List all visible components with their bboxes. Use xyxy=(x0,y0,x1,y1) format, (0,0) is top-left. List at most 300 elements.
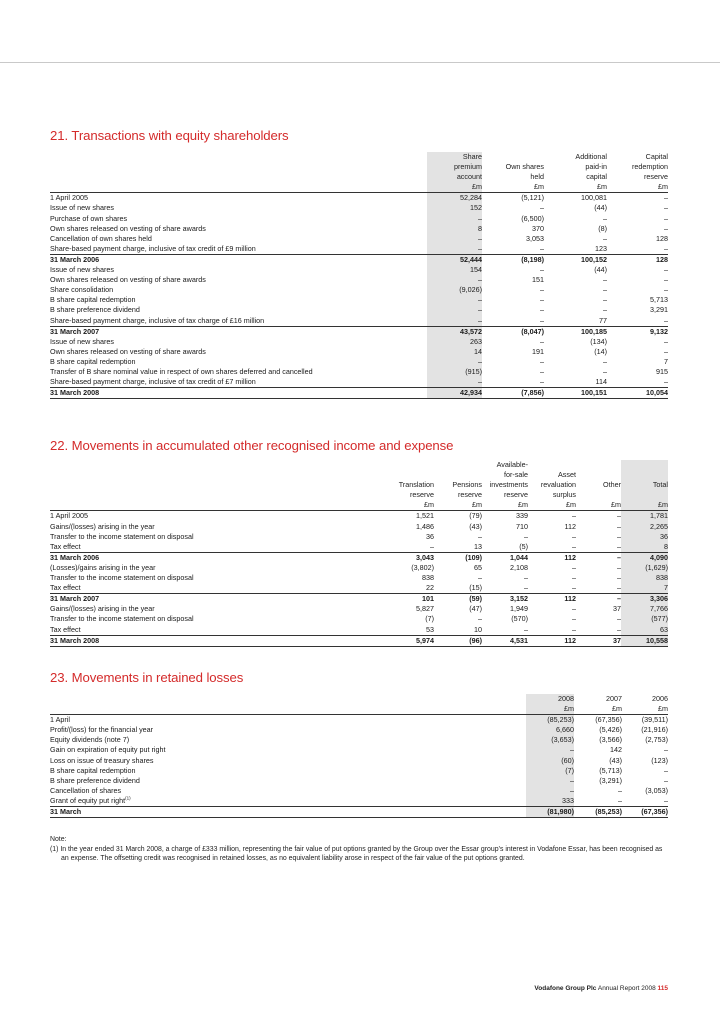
cell-value: 8 xyxy=(427,224,482,234)
cell-value: (85,253) xyxy=(574,807,622,818)
row-label: Gains/(losses) arising in the year xyxy=(50,521,155,531)
table-row xyxy=(50,511,668,522)
row-label: B share capital redemption xyxy=(50,295,136,305)
row-label: 1 April 2005 xyxy=(50,511,88,521)
cell-value: – xyxy=(603,295,607,305)
column-header-line: reserve xyxy=(410,490,434,500)
cell-value: (3,653) xyxy=(526,735,574,745)
cell-value: (15) xyxy=(469,583,482,593)
cell-value: 191 xyxy=(532,346,544,356)
row-label: Share-based payment charge, inclusive of tax credit of £9 million xyxy=(50,243,256,253)
cell-value: – xyxy=(427,305,482,315)
footnote-marker: (1) xyxy=(125,795,131,801)
cell-value: (43) xyxy=(609,755,622,765)
cell-value: 112 xyxy=(528,594,576,605)
table-row xyxy=(50,254,668,265)
cell-value: – xyxy=(572,604,576,614)
table-row xyxy=(50,234,668,244)
column-header-line xyxy=(576,460,621,470)
cell-value: (915) xyxy=(427,367,482,377)
row-label: (Losses)/gains arising in the year xyxy=(50,562,156,572)
section-21 xyxy=(50,128,668,399)
table-row xyxy=(50,756,668,766)
row-label: Tax effect xyxy=(50,624,81,634)
cell-value: – xyxy=(540,366,544,376)
cell-value: 10 xyxy=(474,624,482,634)
cell-value: 100,185 xyxy=(544,326,607,337)
cell-value: – xyxy=(664,377,668,387)
cell-value: 14 xyxy=(427,347,482,357)
cell-value: 100,152 xyxy=(544,254,607,265)
cell-value: – xyxy=(664,745,668,755)
cell-value: (6,500) xyxy=(521,213,544,223)
cell-value: (134) xyxy=(590,336,607,346)
header-spacer xyxy=(50,460,370,470)
row-label: Transfer of B share nominal value in respect of own shares deferred and cancelled xyxy=(50,366,313,376)
cell-value: – xyxy=(664,346,668,356)
footnote xyxy=(50,835,670,864)
cell-value: 6,660 xyxy=(526,725,574,735)
cell-value: 22 xyxy=(426,583,434,593)
row-label: Own shares released on vesting of share awards xyxy=(50,275,206,285)
row-label: 1 April 2005 xyxy=(50,193,88,203)
cell-value: 52,444 xyxy=(427,254,482,265)
row-label: Cancellation of shares xyxy=(50,785,122,795)
cell-value: 263 xyxy=(427,337,482,347)
retained-losses-table xyxy=(50,694,668,818)
column-header-line: capital xyxy=(586,172,607,182)
cell-value: – xyxy=(617,583,621,593)
table-row xyxy=(50,796,668,807)
row-label: 31 March 2007 xyxy=(50,326,427,337)
cell-value: – xyxy=(664,275,668,285)
cell-value: – xyxy=(478,531,482,541)
table-row xyxy=(50,347,668,357)
cell-value: (1,629) xyxy=(621,563,668,573)
cell-value: – xyxy=(603,233,607,243)
cell-value: 101 xyxy=(370,594,434,605)
row-label: 31 March xyxy=(50,807,526,818)
row-label: Equity dividends (note 7) xyxy=(50,735,130,745)
row-label: B share capital redemption xyxy=(50,356,136,366)
cell-value: 3,291 xyxy=(650,305,668,315)
column-header-line: 2006 xyxy=(652,694,668,703)
header-spacer xyxy=(50,490,370,500)
row-label: B share capital redemption xyxy=(50,765,136,775)
column-header-line: premium xyxy=(427,162,482,172)
table-row xyxy=(50,285,668,295)
section-23-title: 23. Movements in retained losses xyxy=(50,670,244,685)
cell-value: 154 xyxy=(427,265,482,275)
cell-value: 37 xyxy=(576,635,621,646)
column-header-line: £m xyxy=(574,704,622,715)
table-row xyxy=(50,735,668,745)
cell-value: (47) xyxy=(469,604,482,614)
cell-value: (59) xyxy=(434,594,482,605)
cell-value: (3,566) xyxy=(599,735,622,745)
cell-value: – xyxy=(664,223,668,233)
cell-value: (5,713) xyxy=(599,765,622,775)
cell-value: – xyxy=(478,573,482,583)
cell-value: 42,934 xyxy=(427,388,482,399)
cell-value: (9,026) xyxy=(427,285,482,295)
row-label: Grant of equity put right$^{(1)}$ xyxy=(50,795,131,805)
header-spacer xyxy=(50,704,526,715)
cell-value: – xyxy=(617,573,621,583)
note-text: (1) In the year ended 31 March 2008, a charge of £333 million, representing the fair value of put options granted by the Group over the Essar group’s interest in Vodafone Essar, has been recognised as an expense. The offsetting credit was recognised in retained losses, as no equivalent liability arose in respect of the fair value of the put options granted. xyxy=(50,845,663,863)
cell-value: 112 xyxy=(564,521,576,531)
page-footer xyxy=(534,985,668,992)
column-header-line: redemption xyxy=(632,162,668,172)
cell-value: – xyxy=(572,562,576,572)
cell-value: – xyxy=(572,511,576,521)
row-label: Own shares released on vesting of share awards xyxy=(50,223,206,233)
header-spacer xyxy=(50,500,370,511)
row-label: Issue of new shares xyxy=(50,265,114,275)
header-spacer xyxy=(50,470,370,480)
cell-value: (109) xyxy=(434,552,482,563)
cell-value: – xyxy=(540,305,544,315)
cell-value: (577) xyxy=(621,614,668,624)
row-label: Cancellation of own shares held xyxy=(50,233,152,243)
row-label: Tax effect xyxy=(50,541,81,551)
cell-value: 5,974 xyxy=(370,635,434,646)
cell-value: 52,284 xyxy=(427,193,482,204)
row-label: Loss on issue of treasury shares xyxy=(50,755,154,765)
cell-value: – xyxy=(664,775,668,785)
row-label: Own shares released on vesting of share awards xyxy=(50,346,206,356)
column-header-line: £m xyxy=(427,182,482,193)
column-header-line xyxy=(621,490,668,500)
row-label: Share consolidation xyxy=(50,285,114,295)
row-label: Transfer to the income statement on disposal xyxy=(50,573,194,583)
cell-value: – xyxy=(617,531,621,541)
cell-value: 838 xyxy=(621,573,668,583)
cell-value: 63 xyxy=(621,625,668,636)
column-header-line: £m xyxy=(621,500,668,511)
cell-value: – xyxy=(540,295,544,305)
cell-value: – xyxy=(540,203,544,213)
cell-value: 123 xyxy=(595,243,607,253)
column-header-line: Additional xyxy=(575,152,607,161)
cell-value: 333 xyxy=(526,796,574,807)
cell-value: – xyxy=(524,624,528,634)
table-row xyxy=(50,522,668,532)
column-header-line: held xyxy=(530,172,544,182)
row-label: Issue of new shares xyxy=(50,336,114,346)
column-header-line: reserve xyxy=(504,490,528,500)
table-row xyxy=(50,203,668,213)
cell-value: – xyxy=(572,624,576,634)
cell-value: – xyxy=(664,193,668,203)
column-header-line: Pensions xyxy=(452,480,482,490)
column-header-line: Total xyxy=(621,480,668,490)
cell-value: – xyxy=(664,243,668,253)
column-header-line: 2007 xyxy=(606,694,622,703)
cell-value: (3,802) xyxy=(411,562,434,572)
cell-value: – xyxy=(478,614,482,624)
column-header-line: paid-in xyxy=(585,162,607,172)
cell-value: (43) xyxy=(469,521,482,531)
table-row xyxy=(50,786,668,796)
cell-value: (8,198) xyxy=(482,254,544,265)
cell-value: 151 xyxy=(532,275,544,285)
cell-value: 838 xyxy=(422,573,434,583)
cell-value: – xyxy=(664,213,668,223)
table-row xyxy=(50,295,668,305)
cell-value: – xyxy=(540,336,544,346)
column-header-line: reserve xyxy=(644,172,668,182)
cell-value: 10,558 xyxy=(621,635,668,646)
cell-value: – xyxy=(617,614,621,624)
cell-value: (7) xyxy=(526,766,574,776)
cell-value: – xyxy=(603,213,607,223)
column-header-line xyxy=(482,152,544,162)
table-row xyxy=(50,563,668,573)
cell-value: – xyxy=(540,265,544,275)
table-row xyxy=(50,357,668,367)
cell-value: – xyxy=(427,295,482,305)
section-22-title: 22. Movements in accumulated other recognised income and expense xyxy=(50,438,454,453)
section-22 xyxy=(50,438,668,647)
cell-value: – xyxy=(572,531,576,541)
table-row xyxy=(50,214,668,224)
cell-value: – xyxy=(572,541,576,551)
column-header-line: revaluation xyxy=(540,480,576,490)
cell-value: 370 xyxy=(532,223,544,233)
table-row xyxy=(50,614,668,624)
cell-value: 128 xyxy=(607,254,668,265)
cell-value: – xyxy=(618,795,622,805)
cell-value: (3,053) xyxy=(645,785,668,795)
cell-value: 77 xyxy=(599,315,607,325)
column-header-line: Capital xyxy=(645,152,668,161)
cell-value: 2,265 xyxy=(621,522,668,532)
table-row xyxy=(50,244,668,255)
cell-value: (5) xyxy=(519,541,528,551)
cell-value: 36 xyxy=(621,532,668,542)
cell-value: 710 xyxy=(516,521,528,531)
column-header-line: £m xyxy=(434,500,482,511)
cell-value: 1,949 xyxy=(510,604,528,614)
cell-value: 13 xyxy=(474,541,482,551)
cell-value: – xyxy=(576,552,621,563)
cell-value: 100,151 xyxy=(544,388,607,399)
cell-value: (7) xyxy=(425,614,434,624)
row-label: Share-based payment charge, inclusive of tax credit of £7 million xyxy=(50,377,256,387)
cell-value: 4,090 xyxy=(621,552,668,563)
table-row xyxy=(50,377,668,388)
row-label: Transfer to the income statement on disposal xyxy=(50,614,194,624)
note-heading: Note: xyxy=(50,836,67,843)
row-label: Gains/(losses) arising in the year xyxy=(50,604,155,614)
column-header-line: £m xyxy=(607,182,668,193)
table-row xyxy=(50,604,668,614)
table-row xyxy=(50,224,668,234)
cell-value: 100,081 xyxy=(581,193,607,203)
row-label: Transfer to the income statement on disposal xyxy=(50,531,194,541)
table-row xyxy=(50,337,668,347)
header-spacer xyxy=(50,162,427,172)
cell-value: 53 xyxy=(426,624,434,634)
column-header-line xyxy=(370,470,434,480)
cell-value: – xyxy=(618,785,622,795)
cell-value: 9,132 xyxy=(607,326,668,337)
column-header-line xyxy=(621,460,668,470)
header-spacer xyxy=(50,152,427,162)
accumulated-oci-table xyxy=(50,460,668,647)
cell-value: (123) xyxy=(651,755,668,765)
equity-transactions-table xyxy=(50,152,668,399)
cell-value: – xyxy=(603,305,607,315)
cell-value: – xyxy=(664,315,668,325)
column-header-line: £m xyxy=(544,182,607,193)
cell-value: 339 xyxy=(516,511,528,521)
column-header-line: surplus xyxy=(552,490,576,500)
cell-value: 112 xyxy=(528,635,576,646)
cell-value: (81,980) xyxy=(526,807,574,818)
cell-value: – xyxy=(617,562,621,572)
cell-value: 36 xyxy=(426,531,434,541)
section-21-title: 21. Transactions with equity shareholders xyxy=(50,128,289,143)
column-header-line: £m xyxy=(370,500,434,511)
table-row xyxy=(50,532,668,542)
table-row xyxy=(50,316,668,327)
table-row xyxy=(50,265,668,275)
cell-value: (7,856) xyxy=(482,388,544,399)
table-row xyxy=(50,725,668,735)
cell-value: – xyxy=(664,765,668,775)
cell-value: 1,486 xyxy=(416,521,434,531)
row-label: 31 March 2006 xyxy=(50,254,427,265)
cell-value: 5,827 xyxy=(416,604,434,614)
cell-value: 43,572 xyxy=(427,326,482,337)
top-rule xyxy=(0,62,720,63)
row-label: 31 March 2008 xyxy=(50,388,427,399)
table-row xyxy=(50,326,668,337)
table-row xyxy=(50,807,668,818)
row-label: 31 March 2006 xyxy=(50,552,370,563)
cell-value: 65 xyxy=(474,562,482,572)
cell-value: (44) xyxy=(594,265,607,275)
cell-value: – xyxy=(664,265,668,275)
table-row xyxy=(50,275,668,285)
cell-value: 112 xyxy=(528,552,576,563)
cell-value: – xyxy=(427,244,482,255)
column-header-line: Other xyxy=(603,480,621,490)
cell-value: – xyxy=(572,614,576,624)
cell-value: – xyxy=(572,583,576,593)
table-row xyxy=(50,635,668,646)
column-header-line xyxy=(434,470,482,480)
column-header-line: account xyxy=(427,172,482,182)
cell-value: (5,426) xyxy=(599,725,622,735)
cell-value: – xyxy=(427,234,482,244)
column-header-line: £m xyxy=(528,500,576,511)
header-spacer xyxy=(50,480,370,490)
cell-value: (67,356) xyxy=(595,715,622,725)
row-label: 31 March 2008 xyxy=(50,635,370,646)
cell-value: – xyxy=(524,583,528,593)
column-header-line: £m xyxy=(482,500,528,511)
cell-value: 4,531 xyxy=(482,635,528,646)
column-header-line: investments xyxy=(489,480,528,490)
cell-value: – xyxy=(540,356,544,366)
row-label: B share preference dividend xyxy=(50,775,140,785)
table-row xyxy=(50,594,668,605)
column-header-line: Own shares xyxy=(505,162,544,172)
column-header-line: Share xyxy=(427,152,482,162)
table-row xyxy=(50,715,668,726)
column-header-line: Asset xyxy=(558,470,576,480)
cell-value: 915 xyxy=(656,366,668,376)
cell-value: 10,054 xyxy=(607,388,668,399)
cell-value: – xyxy=(664,336,668,346)
cell-value: – xyxy=(540,243,544,253)
row-label: 31 March 2007 xyxy=(50,594,370,605)
cell-value: (96) xyxy=(434,635,482,646)
column-header-line: Translation xyxy=(398,480,434,490)
cell-value: – xyxy=(603,275,607,285)
column-header-line: Available- xyxy=(496,460,528,469)
header-spacer xyxy=(50,172,427,182)
cell-value: (44) xyxy=(594,203,607,213)
cell-value: 1,521 xyxy=(416,511,434,521)
cell-value: – xyxy=(524,531,528,541)
cell-value: – xyxy=(572,573,576,583)
column-header-line: £m xyxy=(526,704,574,715)
cell-value: (39,511) xyxy=(641,715,668,725)
row-label: Profit/(loss) for the financial year xyxy=(50,725,154,735)
cell-value: (5,121) xyxy=(521,193,544,203)
cell-value: 7,766 xyxy=(621,604,668,614)
cell-value: (8) xyxy=(598,223,607,233)
cell-value: – xyxy=(603,366,607,376)
table-row xyxy=(50,573,668,583)
cell-value: 1,781 xyxy=(621,511,668,522)
cell-value: – xyxy=(430,541,434,551)
table-row xyxy=(50,552,668,563)
cell-value: 128 xyxy=(656,233,668,243)
table-row xyxy=(50,542,668,553)
table-row xyxy=(50,583,668,594)
cell-value: – xyxy=(664,285,668,295)
table-row xyxy=(50,305,668,315)
cell-value: (67,356) xyxy=(622,807,668,818)
cell-value: – xyxy=(617,624,621,634)
footer-company: Vodafone Group Plc xyxy=(534,985,597,992)
table-row xyxy=(50,367,668,377)
cell-value: – xyxy=(427,214,482,224)
cell-value: – xyxy=(427,316,482,327)
cell-value: 3,053 xyxy=(526,233,544,243)
row-label: Tax effect xyxy=(50,583,81,593)
cell-value: 3,152 xyxy=(482,594,528,605)
cell-value: – xyxy=(540,377,544,387)
table-row xyxy=(50,625,668,636)
cell-value: – xyxy=(524,573,528,583)
cell-value: – xyxy=(427,357,482,367)
cell-value: – xyxy=(540,285,544,295)
cell-value: – xyxy=(617,541,621,551)
cell-value: (570) xyxy=(511,614,528,624)
row-label: Gain on expiration of equity put right xyxy=(50,745,166,755)
cell-value: (79) xyxy=(469,511,482,521)
row-label: Issue of new shares xyxy=(50,203,114,213)
column-header-line: £m xyxy=(482,182,544,193)
section-23 xyxy=(50,670,668,818)
row-label: Purchase of own shares xyxy=(50,213,128,223)
